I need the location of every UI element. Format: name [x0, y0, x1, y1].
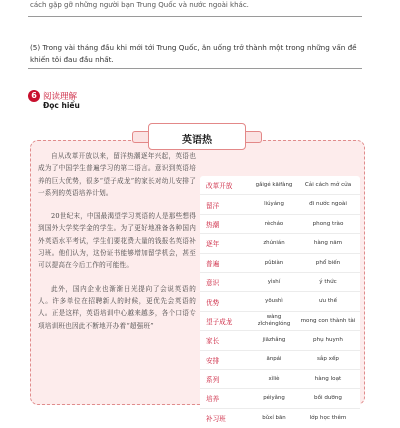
reading-title-tab: [148, 123, 246, 150]
vocab-chinese: 改革开放: [206, 182, 233, 191]
question-5: (5) Trong vài tháng đầu khi mới tới Trung Quốc, ăn uống trở thành một trong những vấn đề khiến tôi đau đầu nhất.: [30, 43, 357, 64]
vocab-chinese: 培养: [206, 395, 220, 404]
vocab-pinyin: yōushì: [265, 298, 283, 305]
vocab-pinyin: gǎigé kāifàng: [255, 181, 293, 188]
vocab-row: [200, 370, 360, 389]
vocab-pinyin: péiyǎng: [263, 395, 285, 402]
vocab-meaning: lớp học thêm: [309, 415, 347, 422]
vocab-chinese: 补习班: [206, 415, 226, 424]
vocab-meaning: bồi dưỡng: [314, 395, 342, 402]
vocabulary-table: [200, 176, 360, 428]
vocab-chinese: 热潮: [206, 220, 220, 229]
vocab-chinese: 意识: [206, 279, 220, 288]
vocab-row: [200, 273, 360, 292]
vocab-chinese: 望子成龙: [206, 317, 233, 326]
vocab-meaning: phổ biến: [315, 259, 341, 266]
vocab-row: [200, 409, 360, 428]
vocab-row: [200, 195, 360, 214]
vocab-row: [200, 234, 360, 253]
vocab-chinese: 逐年: [206, 240, 220, 249]
vocab-pinyin: yìshí: [267, 278, 281, 285]
vocab-chinese: 安排: [206, 356, 220, 365]
vocab-row: [200, 292, 360, 311]
vocab-chinese: 优势: [206, 298, 220, 307]
vocab-meaning: ý thức: [319, 278, 337, 285]
passage-paragraph: 此外，国内企业也渐渐日光提向了会说英语的人。许多单位在招聘新人的时候，更优先会英语的人。正是这样，英语培训中心越来越多，各个口语专项培训班也因此不断地开办着“超强班”: [38, 284, 196, 330]
vocab-meaning: mong con thành tài: [300, 317, 356, 324]
vocab-meaning: ưu thế: [318, 298, 338, 305]
vocab-pinyin: pǔbiàn: [264, 259, 284, 266]
section-number-badge: 6: [28, 90, 40, 102]
vocab-meaning: hàng năm: [313, 240, 343, 247]
answer-line: [28, 16, 362, 17]
vocab-pinyin: bǔxí bān: [262, 415, 286, 422]
passage-paragraph: 20世纪末，中国最渴望学习英语的人是那些想得到国外大学奖学金的学生。为了更好地准备各种国内外英语水平考试，学生们要花费大量的钱报名英语补习班。他们认为，这份证书能够增加留学机会，甚至可以提高在今后工作的可能性。: [38, 212, 196, 270]
vocab-row: [200, 312, 360, 331]
vocab-row: [200, 331, 360, 350]
vocab-pinyin: rècháo: [264, 220, 284, 227]
reading-passage: [38, 150, 196, 343]
vocab-pinyin: liúyáng: [264, 201, 284, 208]
vocab-row: [200, 215, 360, 234]
section-title-vietnamese: Đọc hiểu: [43, 101, 80, 110]
vocab-row: [200, 389, 360, 408]
vocab-row: [200, 176, 360, 195]
vocab-meaning: đi nước ngoài: [309, 201, 347, 208]
passage-paragraph: 自从改革开放以来，留洋热潮逐年兴起，英语也成为了中国学生普遍学习的第二语言。意识到英语培养的巨大优势，很多“望子成龙”的家长对幼儿安排了一系列的英语培养计划。: [38, 152, 196, 197]
vocab-pinyin: jiāzhǎng: [262, 337, 286, 344]
title-ribbon-right: [244, 131, 262, 143]
vocab-row: [200, 254, 360, 273]
vocab-meaning: phong trào: [312, 220, 344, 227]
vocab-row: [200, 351, 360, 370]
vocab-chinese: 留洋: [206, 201, 220, 210]
vocab-meaning: phụ huynh: [313, 337, 343, 344]
vocab-meaning: sắp xếp: [317, 356, 339, 363]
vocab-chinese: 普遍: [206, 259, 220, 268]
vocab-pinyin: xìliè: [268, 375, 280, 382]
vocab-pinyin: wàng zǐchénglóng: [257, 314, 291, 327]
vocab-meaning: hàng loạt: [314, 375, 342, 382]
reading-title: 英语热: [182, 135, 212, 146]
answer-line: [28, 68, 362, 69]
section-title-chinese: 阅读理解: [43, 92, 78, 102]
vocab-pinyin: ānpái: [266, 356, 282, 363]
vocab-meaning: Cải cách mở cửa: [304, 181, 352, 188]
vocab-chinese: 系列: [206, 376, 220, 385]
previous-sentence: cách gặp gỡ những người bạn Trung Quốc và nước ngoài khác.: [30, 1, 249, 9]
vocab-chinese: 家长: [206, 337, 220, 346]
vocab-pinyin: zhúnián: [263, 240, 285, 247]
